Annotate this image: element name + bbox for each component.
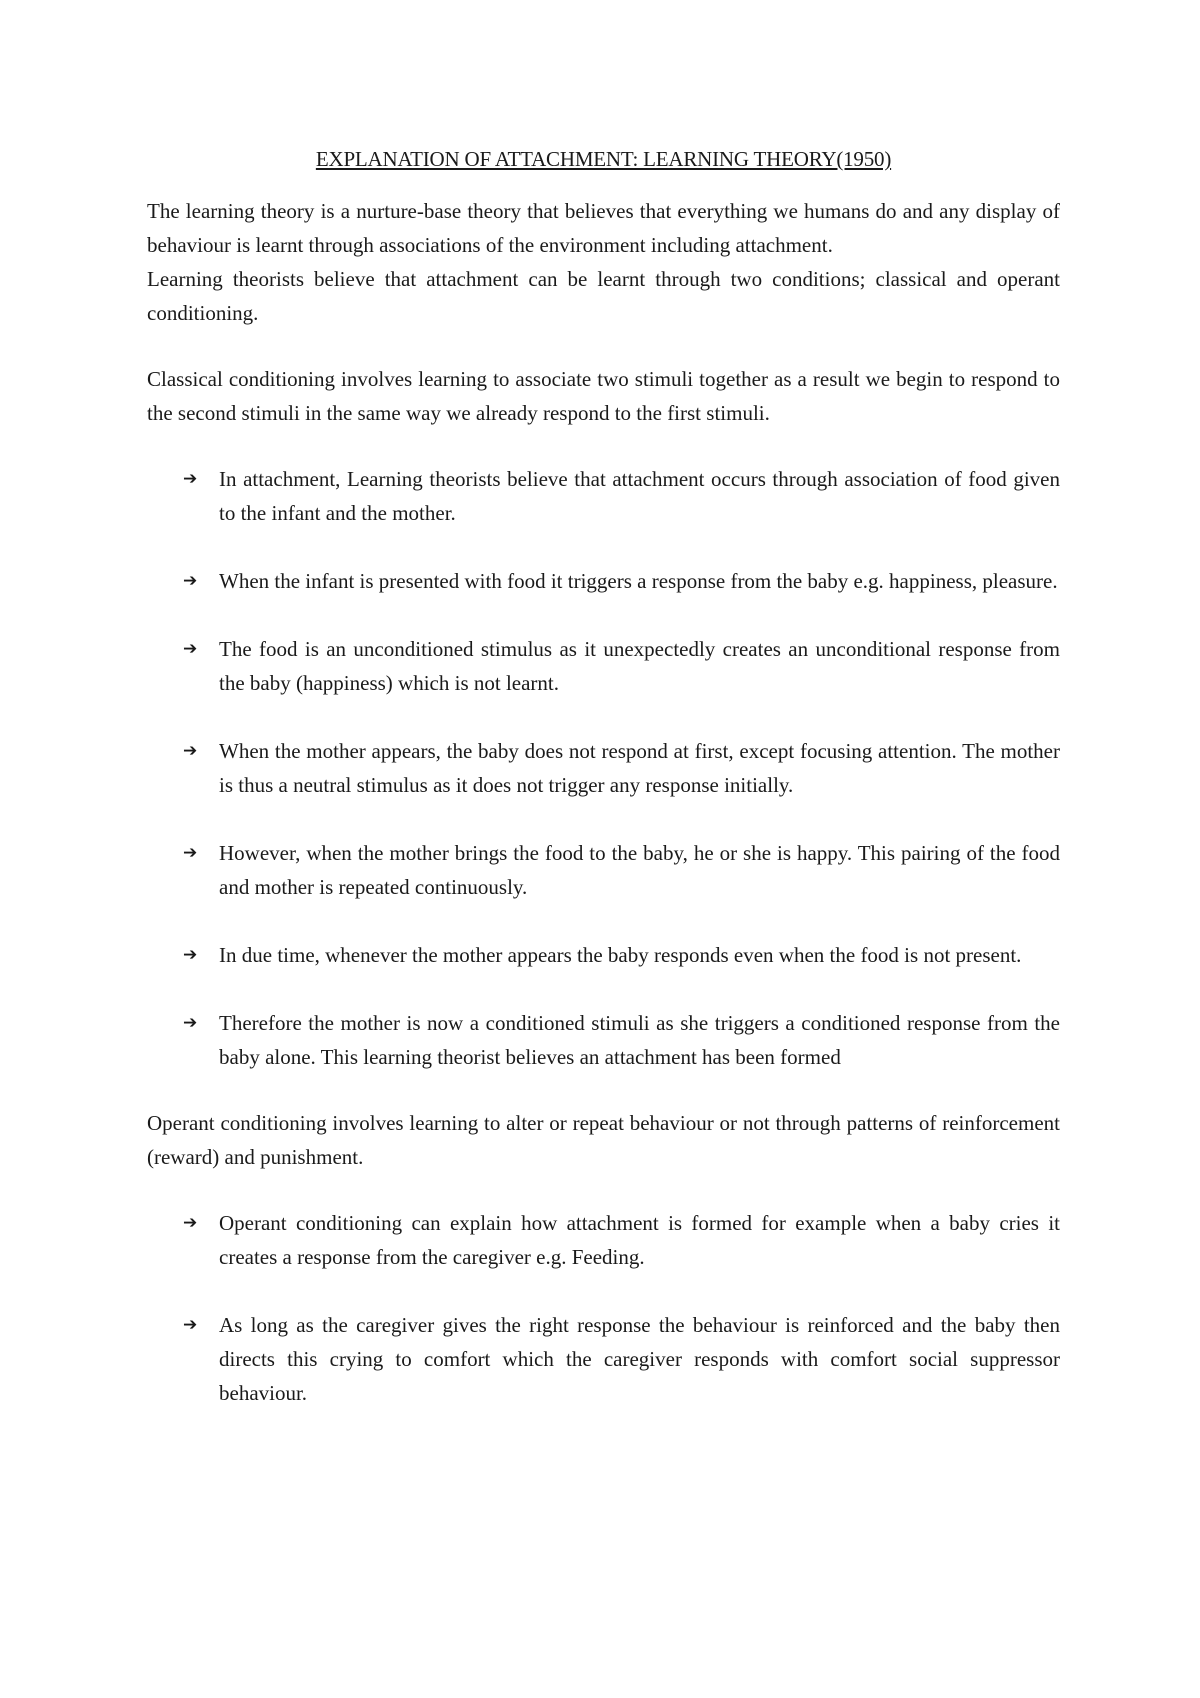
document-page [147,142,1060,1410]
classical-bullet-list [147,462,1060,1074]
list-item [147,462,1060,530]
intro-paragraph: The learning theory is a nurture-base theory that believes that everything we humans do and any display of behaviour is learnt through associations of the environment including attachment. [147,199,1060,257]
list-item [147,1308,1060,1410]
list-item [147,836,1060,904]
spacer [147,330,1060,362]
operant-bullet-list [147,1206,1060,1410]
list-item-text: In attachment, Learning theorists believe that attachment occurs through association of food given to the infant and the mother. [219,467,1060,525]
right-arrow-icon: ➔ [183,1213,198,1233]
right-arrow-icon: ➔ [183,741,198,761]
document-title: EXPLANATION OF ATTACHMENT: LEARNING THEORY(1950) [315,147,892,171]
list-item [147,1006,1060,1074]
right-arrow-icon: ➔ [183,639,198,659]
right-arrow-icon: ➔ [183,843,198,863]
list-item-text: Operant conditioning can explain how attachment is formed for example when a baby cries it creates a response from the caregiver e.g. Feeding. [219,1211,1060,1269]
classical-conditioning-paragraph: Classical conditioning involves learning to associate two stimuli together as a result we begin to respond to the second stimuli in the same way we already respond to the first stimuli. [147,367,1060,425]
list-item-text: When the mother appears, the baby does not respond at first, except focusing attention. The mother is thus a neutral stimulus as it does not trigger any response initially. [219,739,1060,797]
list-item-text: As long as the caregiver gives the right response the behaviour is reinforced and the baby then directs this crying to comfort which the caregiver responds with comfort social suppressor behaviour. [219,1313,1060,1405]
list-item [147,734,1060,802]
list-item-text: When the infant is presented with food it triggers a response from the baby e.g. happiness, pleasure. [219,569,1058,593]
right-arrow-icon: ➔ [183,1013,198,1033]
list-item-text: In due time, whenever the mother appears the baby responds even when the food is not present. [219,943,1022,967]
list-item [147,564,1060,598]
list-item-text: However, when the mother brings the food to the baby, he or she is happy. This pairing of the food and mother is repeated continuously. [219,841,1060,899]
intro-paragraph: Learning theorists believe that attachment can be learnt through two conditions; classical and operant conditioning. [147,267,1060,325]
operant-conditioning-paragraph: Operant conditioning involves learning to alter or repeat behaviour or not through patterns of reinforcement (reward) and punishment. [147,1111,1060,1169]
list-item-text: The food is an unconditioned stimulus as it unexpectedly creates an unconditional response from the baby (happiness) which is not learnt. [219,637,1060,695]
list-item [147,632,1060,700]
right-arrow-icon: ➔ [183,945,198,965]
right-arrow-icon: ➔ [183,571,198,591]
list-item [147,1206,1060,1274]
list-item-text: Therefore the mother is now a conditioned stimuli as she triggers a conditioned response from the baby alone. This learning theorist believes an attachment has been formed [219,1011,1060,1069]
right-arrow-icon: ➔ [183,1315,198,1335]
list-item [147,938,1060,972]
right-arrow-icon: ➔ [183,469,198,489]
